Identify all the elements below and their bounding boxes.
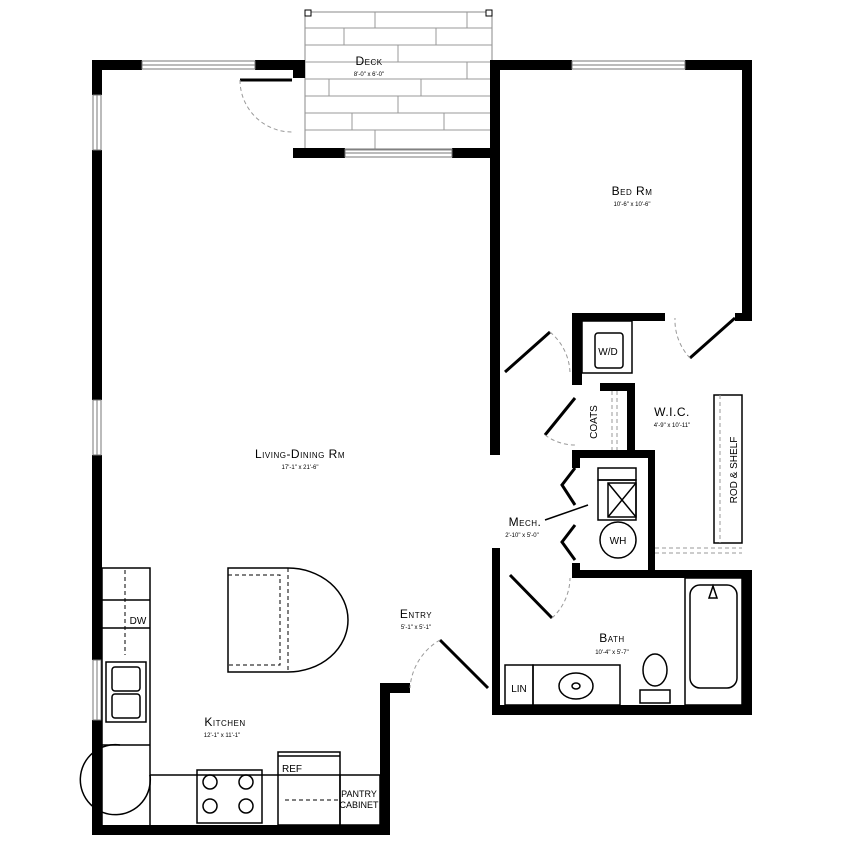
kitchen-island: [228, 568, 348, 672]
living-name: Living-Dining Rm: [254, 447, 346, 461]
refrigerator-label: REF: [282, 764, 302, 775]
kitchen-dims: 12'-1" x 11'-1": [203, 733, 241, 739]
water-heater-label: WH: [609, 536, 627, 547]
entry-name: Entry: [399, 607, 433, 621]
bath-dims: 10'-4" x 5'-7": [595, 650, 629, 656]
deck-dims: 8'-0" x 6'-0": [353, 72, 385, 78]
bedroom-dims: 10'-6" x 10'-6": [613, 202, 651, 208]
sink-icon: [559, 673, 593, 699]
refrigerator-icon: [278, 752, 340, 825]
linen-label: LIN: [511, 684, 527, 695]
pantry-label-1: PANTRY: [341, 789, 377, 799]
pantry-label-2: CABINET: [339, 800, 379, 810]
windows: [93, 61, 685, 720]
walls: [92, 60, 752, 835]
coats-label: COATS: [589, 405, 600, 439]
kitchen-fixtures: [80, 568, 380, 825]
wic-dims: 4'-9" x 10'-11": [653, 423, 691, 429]
doors: [240, 80, 735, 688]
kitchen-name: Kitchen: [204, 715, 246, 729]
living-dims: 17'-1" x 21'-6": [281, 465, 319, 471]
washer-dryer-label: W/D: [598, 347, 618, 358]
dishwasher-label: DW: [129, 616, 147, 627]
bath-name: Bath: [599, 631, 625, 645]
mech-dims: 2'-10" x 5'-0": [505, 533, 539, 539]
entry-dims: 5'-1" x 5'-1": [400, 625, 432, 631]
toilet-icon: [643, 654, 667, 686]
deck-name: Deck: [355, 54, 383, 68]
mech-name: Mech.: [508, 515, 542, 529]
bedroom-name: Bed Rm: [611, 184, 653, 198]
wic-name: W.I.C.: [654, 405, 690, 419]
deck: [305, 10, 492, 150]
rod-shelf-label: ROD & SHELF: [729, 436, 740, 504]
